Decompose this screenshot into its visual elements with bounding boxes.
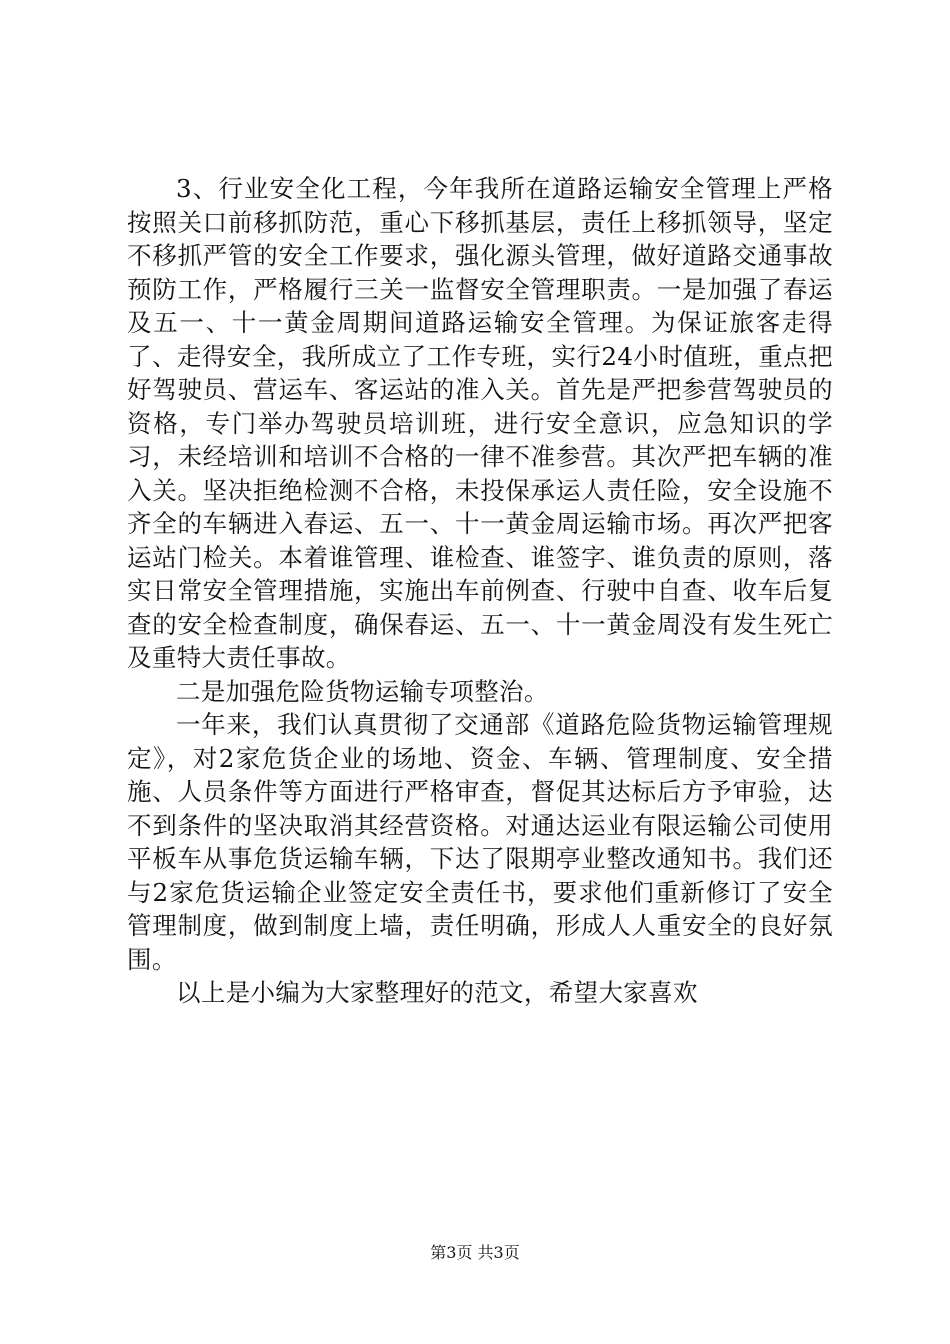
document-body: [127, 172, 833, 1010]
paragraph-hazmat-heading: 二是加强危险货物运输专项整治。: [176, 676, 549, 706]
paragraph-closing: 以上是小编为大家整理好的范文，希望大家喜欢: [176, 978, 698, 1007]
paragraph-safety-engineering: 3、行业安全化工程，今年我所在道路运输安全管理上严格按照关口前移抓防范，重心下移抓基层，责任上移抓领导，坚定不移抓严管的安全工作要求，强化源头管理，做好道路交通事故预防工作，严格履行三关一监督安全管理职责。一是加强了春运及五一、十一黄金周期间道路运输安全管理。为保证旅客走得了、走得安全，我所成立了工作专班，实行24小时值班，重点把好驾驶员、营运车、客运站的准入关。首先是严把参营驾驶员的资格，专门举办驾驶员培训班，进行安全意识，应急知识的学习，未经培训和培训不合格的一律不准参营。其次严把车辆的准入关。坚决拒绝检测不合格，未投保承运人责任险，安全设施不齐全的车辆进入春运、五一、十一黄金周运输市场。再次严把客运站门检关。本着谁管理、谁检查、谁签字、谁负责的原则，落实日常安全管理措施，实施出车前例查、行驶中自查、收车后复查的安全检查制度，确保春运、五一、十一黄金周没有发生死亡及重特大责任事故。: [127, 174, 833, 672]
paragraph-hazmat-details: 一年来，我们认真贯彻了交通部《道路危险货物运输管理规定》，对2家危货企业的场地、资金、车辆、管理制度、安全措施、人员条件等方面进行严格审查，督促其达标后方予审验，达不到条件的坚决取消其经营资格。对通达运业有限运输公司使用平板车从事危货运输车辆，下达了限期亭业整改通知书。我们还与2家危货运输企业签定安全责任书，要求他们重新修订了安全管理制度，做到制度上墙，责任明确，形成人人重安全的良好氛围。: [127, 710, 833, 974]
page-footer: 第3页 共3页: [430, 1243, 520, 1262]
